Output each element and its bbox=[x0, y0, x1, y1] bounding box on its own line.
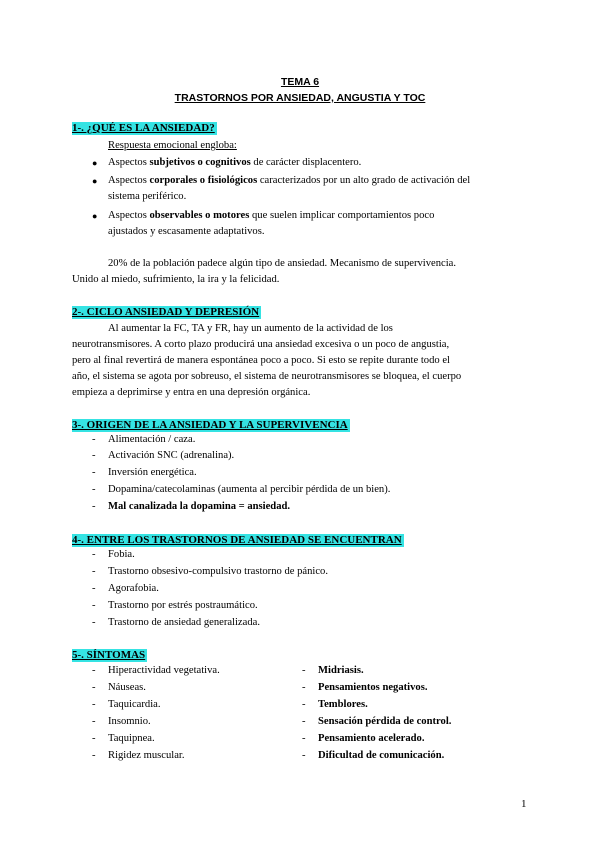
section3-item: Dopamina/catecolaminas (aumenta al percibir pérdida de un bien). bbox=[108, 484, 391, 495]
section1-bullet-3-line2: ajustados y escasamente adaptativos. bbox=[108, 226, 265, 237]
dash: - bbox=[302, 750, 306, 761]
section2-line1: Al aumentar la FC, TA y FR, hay un aumento de la actividad de los bbox=[108, 323, 393, 334]
section3-item: Alimentación / caza. bbox=[108, 434, 196, 445]
section1-intro: Respuesta emocional engloba: bbox=[108, 140, 237, 151]
document-subtitle: TRASTORNOS POR ANSIEDAD, ANGUSTIA Y TOC bbox=[174, 92, 426, 104]
bullet-dot: ● bbox=[92, 211, 98, 221]
dash: - bbox=[302, 682, 306, 693]
section1-paragraph-line1: 20% de la población padece algún tipo de ansiedad. Mecanismo de supervivencia. bbox=[108, 258, 457, 269]
symptom-right: Pensamientos negativos. bbox=[318, 682, 428, 693]
page-number: 1 bbox=[521, 798, 527, 810]
dash: - bbox=[302, 716, 306, 727]
dash: - bbox=[92, 450, 96, 461]
section1-bullet-2-line2: sistema periférico. bbox=[108, 191, 187, 202]
section1-bullet-1: Aspectos subjetivos o cognitivos de carácter displacentero. bbox=[108, 157, 362, 168]
section1-paragraph-line2: Unido al miedo, sufrimiento, la ira y la felicidad. bbox=[72, 274, 280, 285]
section1-bullet-3: Aspectos observables o motores que suelen implicar comportamientos poco bbox=[108, 210, 435, 221]
symptom-right: Pensamiento acelerado. bbox=[318, 733, 425, 744]
symptom-right: Midriasis. bbox=[318, 665, 364, 676]
section4-item: Fobia. bbox=[108, 549, 135, 560]
dash: - bbox=[92, 484, 96, 495]
section3-heading: 3-. ORIGEN DE LA ANSIEDAD Y LA SUPERVIVENCIA bbox=[72, 419, 348, 431]
section5-heading: 5-. SÍNTOMAS bbox=[72, 649, 146, 661]
section4-heading: 4-. ENTRE LOS TRASTORNOS DE ANSIEDAD SE ENCUENTRAN bbox=[72, 534, 402, 546]
bullet-dot: ● bbox=[92, 176, 98, 186]
dash: - bbox=[92, 467, 96, 478]
dash: - bbox=[302, 665, 306, 676]
dash: - bbox=[92, 665, 96, 676]
dash: - bbox=[92, 600, 96, 611]
section2-line5: empieza a deprimirse y entra en una depresión orgánica. bbox=[72, 387, 311, 398]
section2-line3: pero al final revertirá de manera espontánea poco a poco. Si esto se repite durante todo el bbox=[72, 355, 450, 366]
symptom-left: Taquipnea. bbox=[108, 733, 155, 744]
dash: - bbox=[302, 733, 306, 744]
dash: - bbox=[92, 699, 96, 710]
symptom-left: Hiperactividad vegetativa. bbox=[108, 665, 220, 676]
symptom-right: Temblores. bbox=[318, 699, 368, 710]
dash: - bbox=[92, 733, 96, 744]
section1-heading: 1-. ¿QUÉ ES LA ANSIEDAD? bbox=[72, 122, 215, 134]
section4-item: Agorafobia. bbox=[108, 583, 159, 594]
tema-title: TEMA 6 bbox=[280, 76, 320, 88]
section3-item: Activación SNC (adrenalina). bbox=[108, 450, 235, 461]
symptom-left: Insomnio. bbox=[108, 716, 151, 727]
dash: - bbox=[92, 549, 96, 560]
section2-line2: neurotransmisores. A corto plazo producirá una ansiedad excesiva o un poco de angustia, bbox=[72, 339, 450, 350]
symptom-right: Sensación pérdida de control. bbox=[318, 716, 452, 727]
section3-item: Inversión energética. bbox=[108, 467, 197, 478]
dash: - bbox=[92, 750, 96, 761]
symptom-right: Dificultad de comunicación. bbox=[318, 750, 445, 761]
dash: - bbox=[92, 682, 96, 693]
dash: - bbox=[302, 699, 306, 710]
symptom-left: Náuseas. bbox=[108, 682, 146, 693]
dash: - bbox=[92, 716, 96, 727]
symptom-left: Rigidez muscular. bbox=[108, 750, 185, 761]
section2-line4: año, el sistema se agota por sobreuso, el sistema de neurotransmisores se bloquea, el cuerpo bbox=[72, 371, 462, 382]
section4-item: Trastorno por estrés postraumático. bbox=[108, 600, 258, 611]
dash: - bbox=[92, 501, 96, 512]
section4-item: Trastorno de ansiedad generalizada. bbox=[108, 617, 260, 628]
section2-heading: 2-. CICLO ANSIEDAD Y DEPRESIÓN bbox=[72, 306, 260, 318]
dash: - bbox=[92, 583, 96, 594]
symptom-left: Taquicardia. bbox=[108, 699, 161, 710]
bullet-dot: ● bbox=[92, 158, 98, 168]
dash: - bbox=[92, 566, 96, 577]
section1-bullet-2: Aspectos corporales o fisiológicos caracterizados por un alto grado de activación del bbox=[108, 175, 471, 186]
dash: - bbox=[92, 434, 96, 445]
section4-item: Trastorno obsesivo-compulsivo trastorno de pánico. bbox=[108, 566, 328, 577]
dash: - bbox=[92, 617, 96, 628]
section3-bold-item: Mal canalizada la dopamina = ansiedad. bbox=[108, 501, 291, 512]
